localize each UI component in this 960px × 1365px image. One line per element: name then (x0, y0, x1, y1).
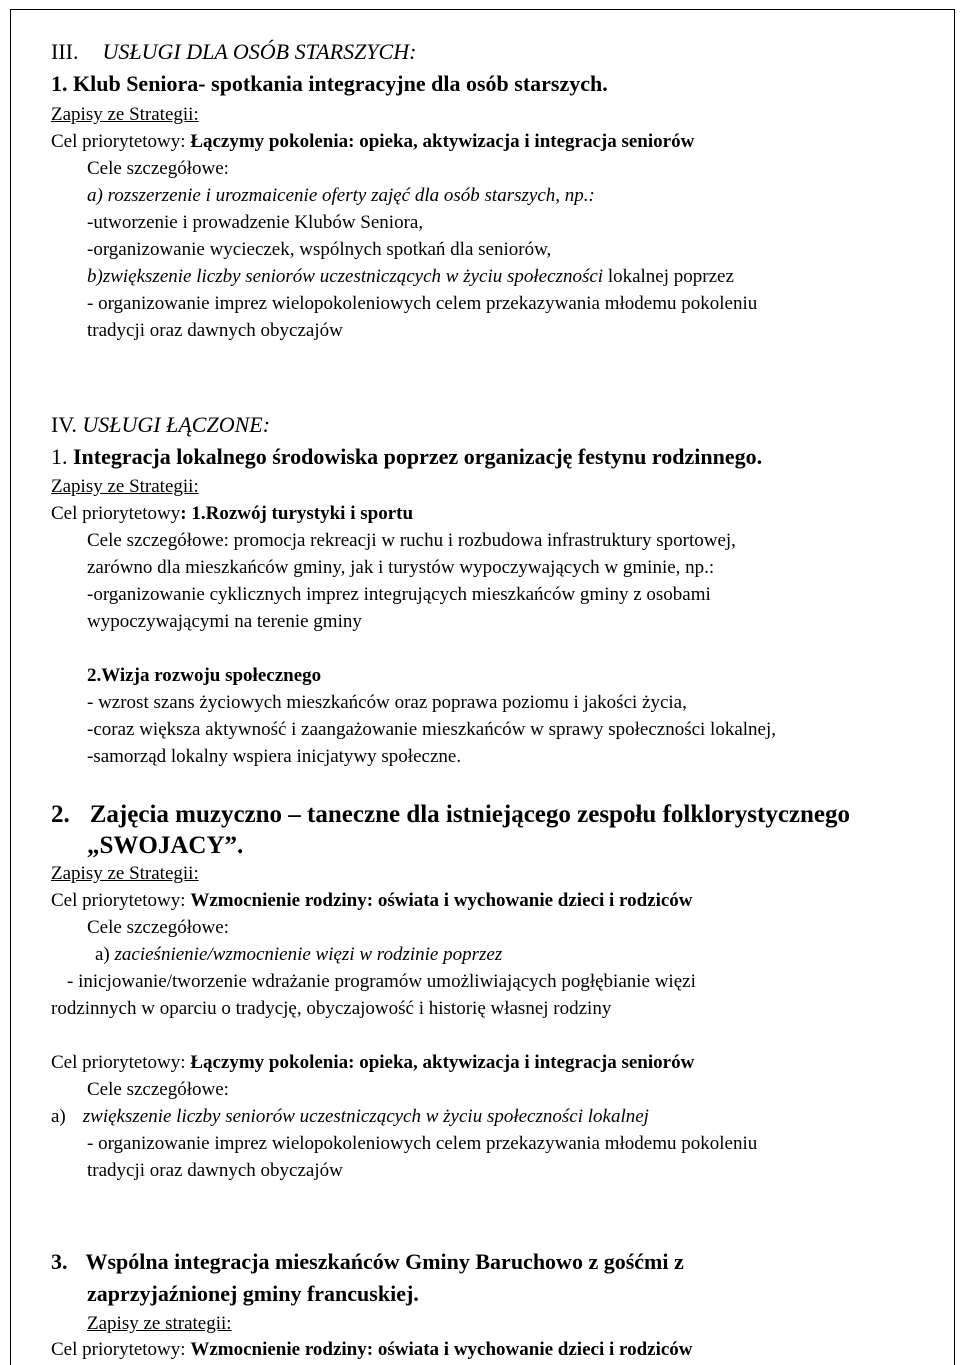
section-4-dash-1-cont: wypoczywającymi na terenie gminy (87, 611, 362, 632)
vision-title: 2.Wizja rozwoju społecznego (87, 665, 322, 686)
section-4-item-2-cele-2: Cele szczegółowe: (87, 1079, 229, 1100)
section-4-item-2-a-2: a) zwiększenie liczby seniorów uczestniczących w życiu społeczności lokalnej (51, 1106, 649, 1127)
section-4-item-2-dash: - inicjowanie/tworzenie wdrażanie programów umożliwiających pogłębianie więzi (67, 971, 696, 992)
vision-item-3: -samorząd lokalny wspiera inicjatywy społeczne. (87, 746, 462, 767)
section-3-cel: Cel priorytetowy: Łączymy pokolenia: opieka, aktywizacja i integracja seniorów (51, 131, 695, 152)
section-3-item-1: 1. Klub Seniora- spotkania integracyjne dla osób starszych. (51, 71, 608, 96)
section-4-roman: IV. (51, 412, 77, 437)
section-3-title: USŁUGI DLA OSÓB STARSZYCH: (102, 39, 417, 64)
section-4-item-2-zapisy: Zapisy ze Strategii: (51, 863, 199, 884)
vision-item-2: -coraz większa aktywność i zaangażowanie mieszkańców w sprawy społeczności lokalnej, (87, 719, 777, 740)
section-4-item-2: 2. Zajęcia muzyczno – taneczne dla istniejącego zespołu folklorystycznego (51, 801, 851, 828)
section-3-zapisy: Zapisy ze Strategii: (51, 104, 199, 125)
section-3-dash-3: - organizowanie imprez wielopokoleniowych celem przekazywania młodemu pokoleniu (87, 293, 758, 314)
section-4-title: USŁUGI ŁĄCZONE: (82, 412, 271, 437)
section-4-item-2-dash-2-cont: tradycji oraz dawnych obyczajów (87, 1160, 343, 1181)
section-4-item-2-cel-2: Cel priorytetowy: Łączymy pokolenia: opieka, aktywizacja i integracja seniorów (51, 1052, 695, 1073)
section-4-item-2-dash-2: - organizowanie imprez wielopokoleniowych celem przekazywania młodemu pokoleniu (87, 1133, 758, 1154)
section-4-cel: Cel priorytetowy: 1.Rozwój turystyki i sportu (51, 503, 414, 524)
section-3-b: b)zwiększenie liczby seniorów uczestniczących w życiu społeczności lokalnej poprzez (87, 266, 734, 287)
section-4-item-3: 3. Wspólna integracja mieszkańców Gminy Baruchowo z gośćmi z (51, 1249, 684, 1274)
section-4-zapisy: Zapisy ze Strategii: (51, 476, 199, 497)
section-3-roman: III. (51, 39, 79, 64)
section-4-dash-1: -organizowanie cyklicznych imprez integrujących mieszkańców gminy z osobami (87, 584, 711, 605)
section-3-dash-1: -utworzenie i prowadzenie Klubów Seniora, (87, 212, 424, 233)
section-4-item-1: 1. Integracja lokalnego środowiska poprzez organizację festynu rodzinnego. (51, 444, 763, 469)
section-4-heading (51, 411, 270, 439)
section-4-item-2-dash-cont: rodzinnych w oparciu o tradycję, obyczajowość i historię własnej rodziny (51, 998, 612, 1019)
section-4-item-2-cele: Cele szczegółowe: (87, 917, 229, 938)
section-3-dash-3-cont: tradycji oraz dawnych obyczajów (87, 320, 343, 341)
section-4-item-3-cont: zaprzyjaźnionej gminy francuskiej. (87, 1281, 419, 1306)
section-3-heading (51, 38, 416, 66)
section-4-item-3-zapisy: Zapisy ze strategii: (87, 1313, 232, 1334)
section-4-item-3-cel: Cel priorytetowy: Wzmocnienie rodziny: oświata i wychowanie dzieci i rodziców (51, 1339, 693, 1360)
section-4-item-2-cont: „SWOJACY”. (87, 832, 244, 859)
section-3-dash-2: -organizowanie wycieczek, wspólnych spotkań dla seniorów, (87, 239, 552, 260)
section-4-cele-cont: zarówno dla mieszkańców gminy, jak i turystów wypoczywających w gminie, np.: (87, 557, 715, 578)
section-4-item-2-cel: Cel priorytetowy: Wzmocnienie rodziny: oświata i wychowanie dzieci i rodziców (51, 890, 693, 911)
vision-item-1: - wzrost szans życiowych mieszkańców oraz poprawa poziomu i jakości życia, (87, 692, 687, 713)
section-4-cele: Cele szczegółowe: promocja rekreacji w ruchu i rozbudowa infrastruktury sportowej, (87, 530, 736, 551)
section-4-item-2-a: a) zacieśnienie/wzmocnienie więzi w rodzinie poprzez (95, 944, 503, 965)
section-3-cele-szczegolowe: Cele szczegółowe: (87, 158, 229, 179)
section-3-a: a) rozszerzenie i urozmaicenie oferty zajęć dla osób starszych, np.: (87, 185, 595, 206)
